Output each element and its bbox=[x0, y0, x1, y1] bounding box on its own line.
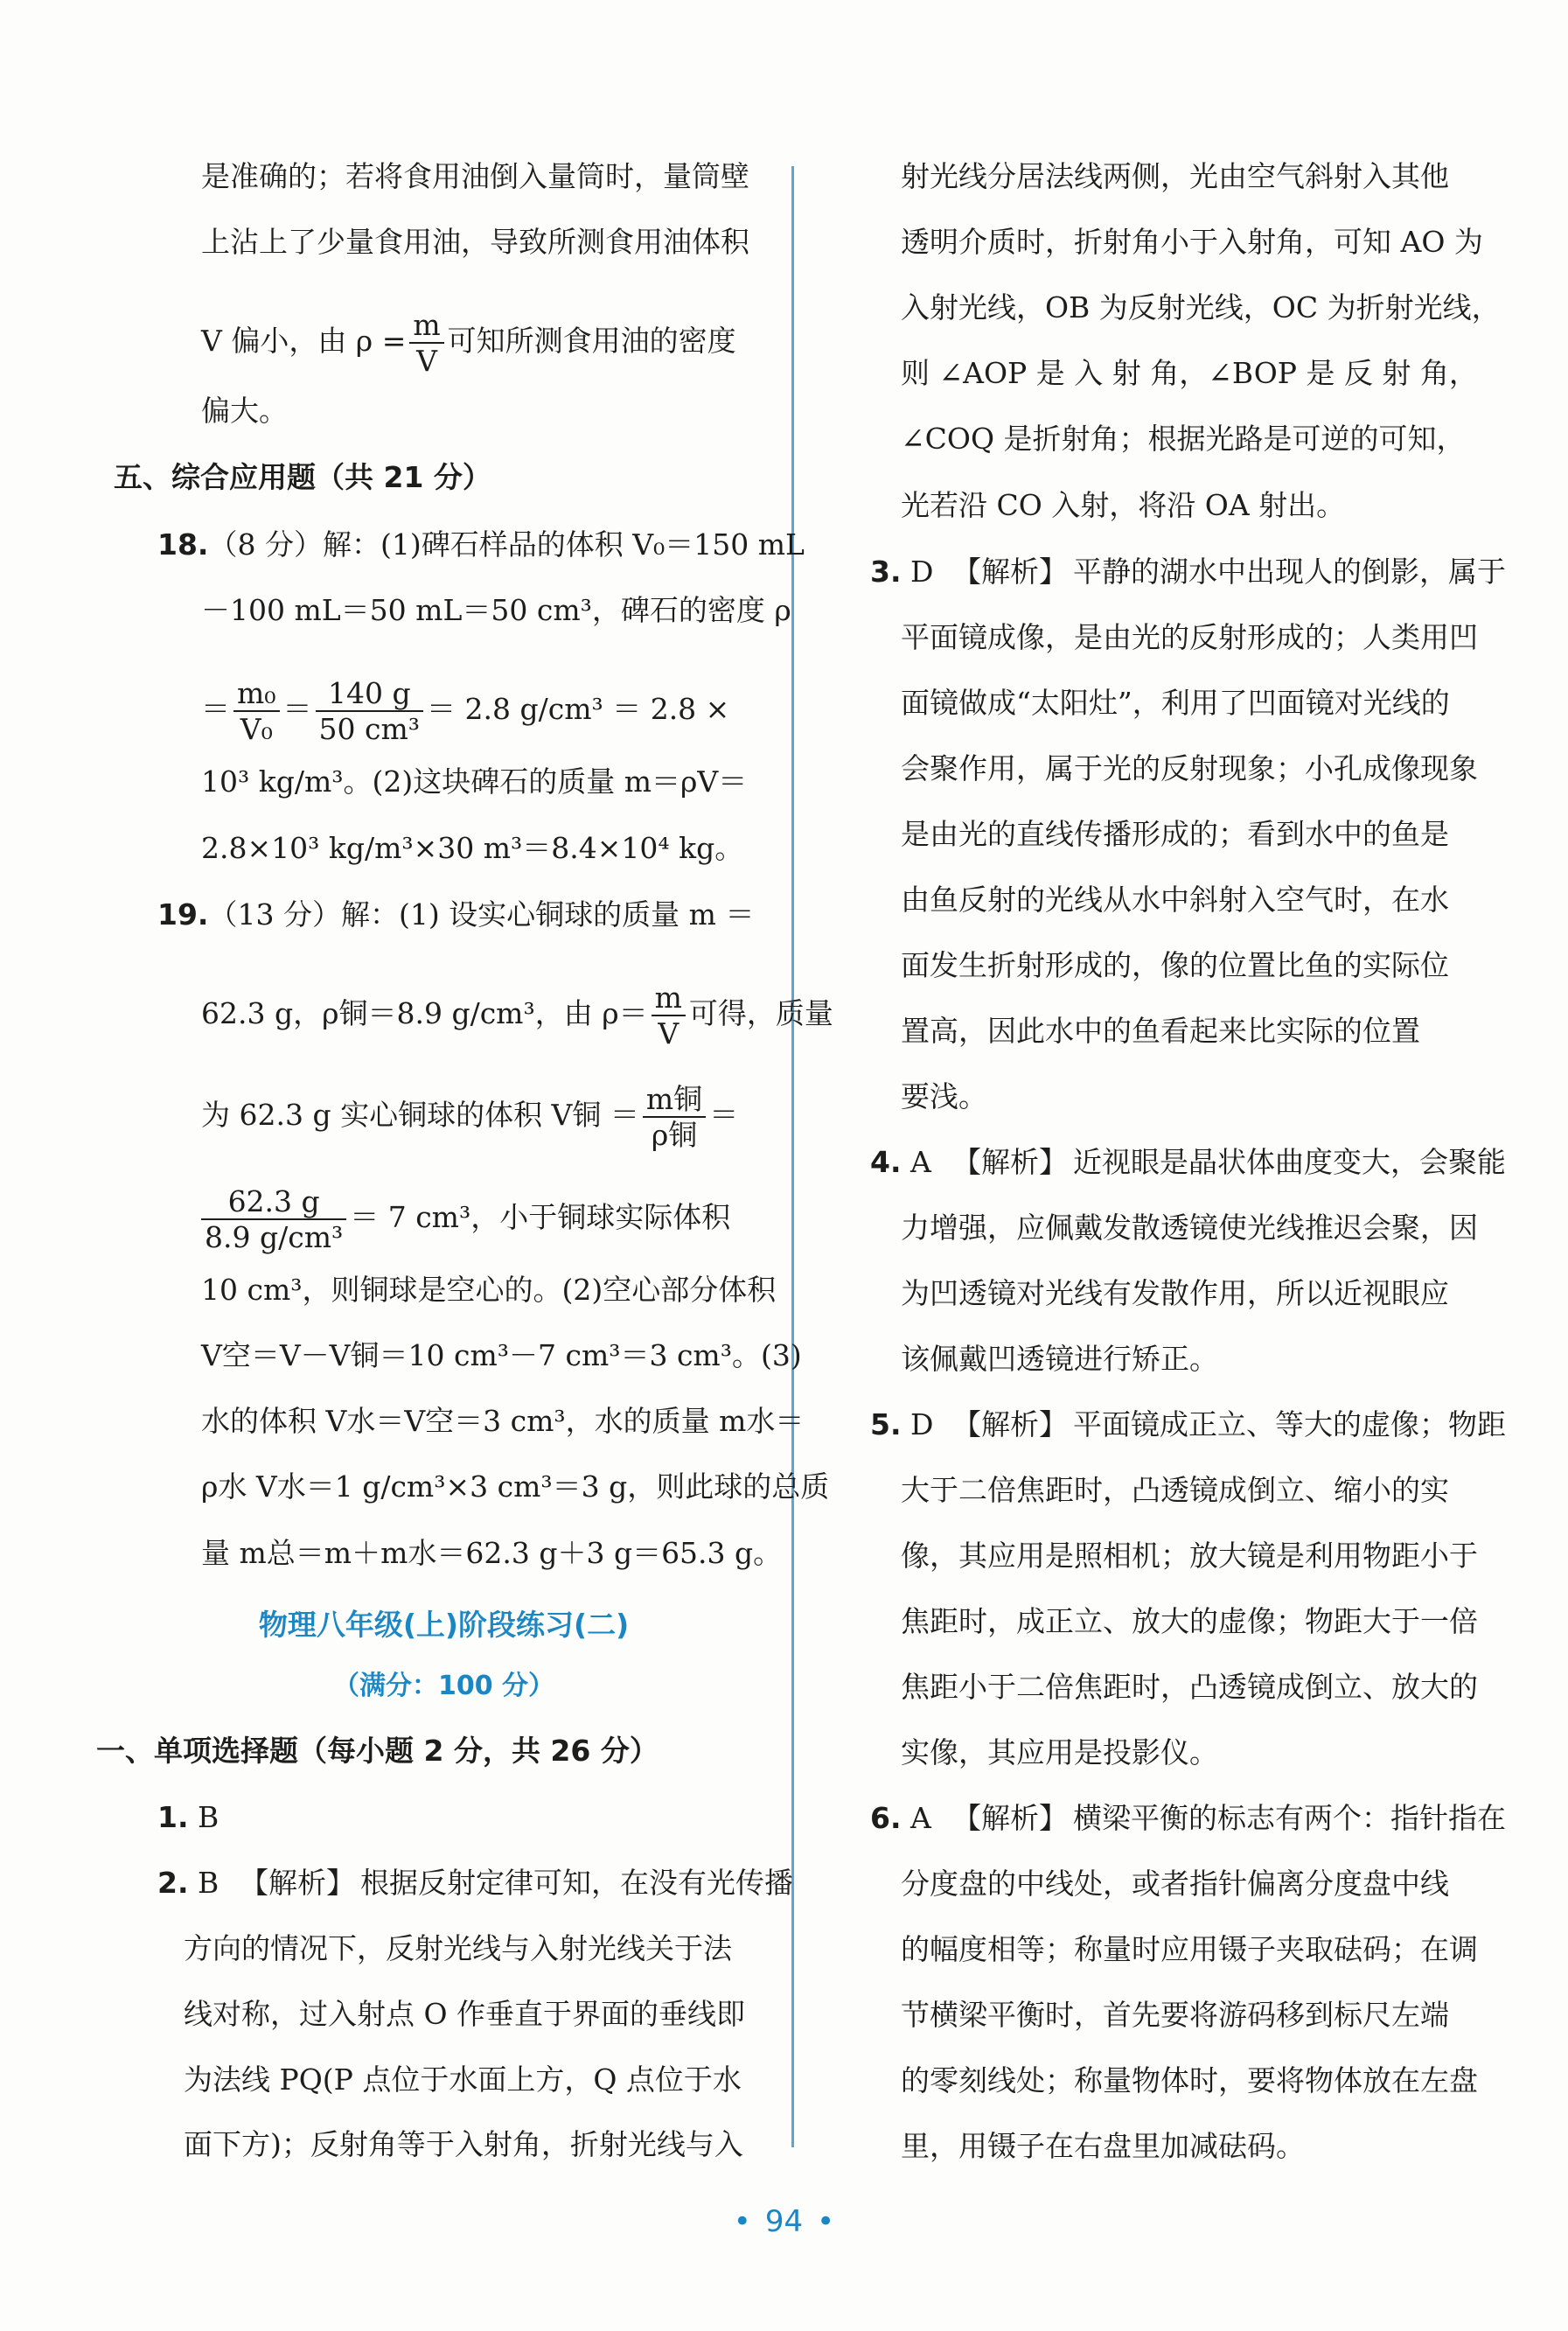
text-line: －100 mL＝50 mL＝50 cm³，碑石的密度 ρ bbox=[201, 593, 791, 627]
denominator: V₀ bbox=[240, 712, 273, 746]
denominator: V bbox=[416, 344, 437, 378]
text-segment: ＝ bbox=[709, 1098, 739, 1132]
text-line: 则 ∠AOP 是 入 射 角，∠BOP 是 反 射 角， bbox=[901, 356, 1478, 390]
text-line: 光若沿 CO 入射，将沿 OA 射出。 bbox=[901, 488, 1346, 522]
text-segment: 62.3 g，ρ铜＝8.9 g/cm³，由 ρ＝ bbox=[201, 996, 648, 1030]
question-3 bbox=[870, 555, 1506, 590]
answer: A bbox=[910, 1801, 931, 1835]
text-segment: （8 分）解：(1)碑石样品的体积 V₀＝150 mL bbox=[208, 527, 805, 562]
text-line: 为法线 PQ(P 点位于水面上方，Q 点位于水 bbox=[184, 2062, 742, 2097]
denominator: ρ铜 bbox=[651, 1118, 698, 1152]
fraction bbox=[652, 983, 686, 1048]
bullet-dot: • bbox=[817, 2204, 835, 2239]
text-line: 实像，其应用是投影仪。 bbox=[901, 1735, 1218, 1769]
question-number: 6. bbox=[870, 1801, 902, 1835]
question-4 bbox=[870, 1145, 1506, 1180]
column-divider bbox=[791, 166, 794, 2147]
practice-subtitle: （满分：100 分） bbox=[332, 1671, 555, 1701]
question-number: 18. bbox=[157, 527, 209, 562]
text-segment: 根据反射定律可知，在没有光传播 bbox=[360, 1866, 793, 1900]
question-18 bbox=[157, 527, 805, 562]
answer: B bbox=[198, 1800, 220, 1834]
text-line: 是由光的直线传播形成的；看到水中的鱼是 bbox=[901, 817, 1449, 851]
text-line: 里，用镊子在右盘里加减砝码。 bbox=[901, 2129, 1305, 2163]
text-line: 像，其应用是照相机；放大镜是利用物距小于 bbox=[901, 1539, 1478, 1573]
fraction bbox=[201, 1184, 346, 1254]
text-line: 方向的情况下，反射光线与入射光线关于法 bbox=[184, 1931, 732, 1965]
denominator: V bbox=[658, 1016, 679, 1050]
text-segment: 平面镜成正立、等大的虚像；物距 bbox=[1073, 1407, 1506, 1441]
text-line: 水的体积 V水＝V空＝3 cm³，水的质量 m水＝ bbox=[201, 1404, 805, 1438]
analysis-tag: 【解析】 bbox=[240, 1866, 355, 1900]
text-line: 的零刻线处；称量物体时，要将物体放在左盘 bbox=[901, 2063, 1478, 2097]
text-line: 平面镜成像，是由光的反射形成的；人类用凹 bbox=[901, 620, 1478, 654]
answer: D bbox=[910, 1407, 934, 1441]
text-segment: ＝ bbox=[201, 692, 230, 726]
text-line: 焦距时，成正立、放大的虚像；物距大于一倍 bbox=[901, 1604, 1478, 1638]
text-line: 偏大。 bbox=[201, 394, 288, 428]
question-number: 4. bbox=[870, 1145, 902, 1179]
text-line: 置高，因此水中的鱼看起来比实际的位置 bbox=[901, 1014, 1420, 1048]
fraction bbox=[233, 676, 280, 746]
denominator: 8.9 g/cm³ bbox=[205, 1220, 344, 1254]
text-line: 射光线分居法线两侧，光由空气斜射入其他 bbox=[901, 159, 1449, 193]
text-segment: ＝ bbox=[282, 692, 312, 726]
text-segment: 为 62.3 g 实心铜球的体积 V铜 ＝ bbox=[201, 1098, 639, 1132]
numerator: 140 g bbox=[316, 679, 423, 712]
text-line: 要浅。 bbox=[901, 1079, 987, 1113]
text-line: 10³ kg/m³。(2)这块碑石的质量 m＝ρV＝ bbox=[201, 764, 748, 799]
text-segment: 平静的湖水中出现人的倒影，属于 bbox=[1073, 555, 1506, 589]
text-line: ρ水 V水＝1 g/cm³×3 cm³＝3 g，则此球的总质 bbox=[201, 1469, 830, 1504]
formula-line bbox=[201, 983, 833, 1048]
question-number: 19. bbox=[157, 897, 209, 932]
text-line: 是准确的；若将食用油倒入量筒时，量筒壁 bbox=[201, 159, 749, 193]
analysis-tag: 【解析】 bbox=[952, 1801, 1068, 1835]
fraction bbox=[643, 1082, 706, 1152]
text-line: 分度盘的中线处，或者指针偏离分度盘中线 bbox=[901, 1867, 1449, 1901]
text-line: 面发生折射形成的，像的位置比鱼的实际位 bbox=[901, 948, 1449, 982]
text-line: 大于二倍焦距时，凸透镜成倒立、缩小的实 bbox=[901, 1473, 1449, 1507]
text-line: ∠COQ 是折射角；根据光路是可逆的可知， bbox=[901, 422, 1466, 456]
text-line: 上沾上了少量食用油，导致所测食用油体积 bbox=[201, 225, 749, 259]
text-segment: ＝ 2.8 g/cm³ ＝ 2.8 × bbox=[427, 692, 730, 726]
text-line: 该佩戴凹透镜进行矫正。 bbox=[901, 1342, 1218, 1376]
fraction bbox=[409, 308, 443, 378]
text-line: 面镜做成“太阳灶”，利用了凹面镜对光线的 bbox=[901, 686, 1450, 720]
bullet-dot: • bbox=[733, 2204, 751, 2239]
text-segment: V 偏小，由 ρ = bbox=[201, 324, 407, 358]
text-line: 10 cm³，则铜球是空心的。(2)空心部分体积 bbox=[201, 1273, 777, 1307]
text-segment: ＝ 7 cm³，小于铜球实际体积 bbox=[350, 1200, 731, 1234]
formula-line bbox=[201, 1184, 731, 1254]
page-number: 94 bbox=[764, 2204, 804, 2239]
question-number: 1. bbox=[157, 1800, 189, 1834]
practice-title: 物理八年级(上)阶段练习(二) bbox=[258, 1608, 630, 1642]
numerator: m₀ bbox=[233, 679, 280, 712]
text-segment: 可知所测食用油的密度 bbox=[447, 324, 736, 358]
text-line: 为凹透镜对光线有发散作用，所以近视眼应 bbox=[901, 1276, 1449, 1310]
text-line: 焦距小于二倍焦距时，凸透镜成倒立、放大的 bbox=[901, 1670, 1478, 1704]
answer: A bbox=[910, 1145, 931, 1179]
fraction bbox=[316, 676, 423, 746]
text-line: 2.8×10³ kg/m³×30 m³＝8.4×10⁴ kg。 bbox=[201, 831, 744, 865]
text-line: 力增强，应佩戴发散透镜使光线推迟会聚，因 bbox=[901, 1211, 1478, 1245]
analysis-tag: 【解析】 bbox=[952, 555, 1068, 589]
text-line: 的幅度相等；称量时应用镊子夹取砝码；在调 bbox=[901, 1932, 1478, 1966]
text-line: 会聚作用，属于光的反射现象；小孔成像现象 bbox=[901, 751, 1478, 785]
text-line: 由鱼反射的光线从水中斜射入空气时，在水 bbox=[901, 883, 1449, 917]
answer: B bbox=[198, 1866, 220, 1900]
text-line: V空＝V－V铜＝10 cm³－7 cm³＝3 cm³。(3) bbox=[201, 1338, 802, 1372]
text-line: 量 m总＝m＋m水＝62.3 g＋3 g＝65.3 g。 bbox=[201, 1536, 783, 1570]
text-line: 透明介质时，折射角小于入射角，可知 AO 为 bbox=[901, 225, 1483, 259]
question-number: 3. bbox=[870, 555, 902, 589]
analysis-tag: 【解析】 bbox=[952, 1407, 1068, 1441]
question-6 bbox=[870, 1801, 1506, 1836]
question-number: 2. bbox=[157, 1866, 189, 1900]
question-1 bbox=[157, 1800, 219, 1835]
numerator: m铜 bbox=[643, 1085, 706, 1118]
text-segment: 横梁平衡的标志有两个：指针指在 bbox=[1073, 1801, 1506, 1835]
section-heading: 五、综合应用题（共 21 分） bbox=[114, 460, 491, 494]
text-line: 节横梁平衡时，首先要将游码移到标尺左端 bbox=[901, 1998, 1449, 2032]
section-heading: 一、单项选择题（每小题 2 分，共 26 分） bbox=[96, 1734, 659, 1768]
answer: D bbox=[910, 555, 934, 589]
denominator: 50 cm³ bbox=[318, 712, 421, 746]
question-2 bbox=[157, 1866, 793, 1901]
question-19 bbox=[157, 897, 754, 932]
text-segment: （13 分）解：(1) 设实心铜球的质量 m ＝ bbox=[208, 897, 755, 932]
page-footer bbox=[0, 2204, 1568, 2239]
numerator: 62.3 g bbox=[201, 1187, 346, 1220]
formula-line bbox=[201, 308, 736, 378]
analysis-tag: 【解析】 bbox=[952, 1145, 1068, 1179]
formula-line bbox=[201, 676, 730, 746]
text-line: 线对称，过入射点 O 作垂直于界面的垂线即 bbox=[184, 1997, 746, 2031]
formula-line bbox=[201, 1082, 739, 1152]
numerator: m bbox=[409, 311, 443, 344]
text-line: 入射光线，OB 为反射光线，OC 为折射光线， bbox=[901, 290, 1501, 325]
text-segment: 近视眼是晶状体曲度变大，会聚能 bbox=[1073, 1145, 1506, 1179]
text-line: 面下方)；反射角等于入射角，折射光线与入 bbox=[184, 2127, 743, 2161]
question-5 bbox=[870, 1407, 1506, 1442]
numerator: m bbox=[652, 983, 686, 1016]
text-segment: 可得，质量 bbox=[688, 996, 833, 1030]
question-number: 5. bbox=[870, 1407, 902, 1441]
